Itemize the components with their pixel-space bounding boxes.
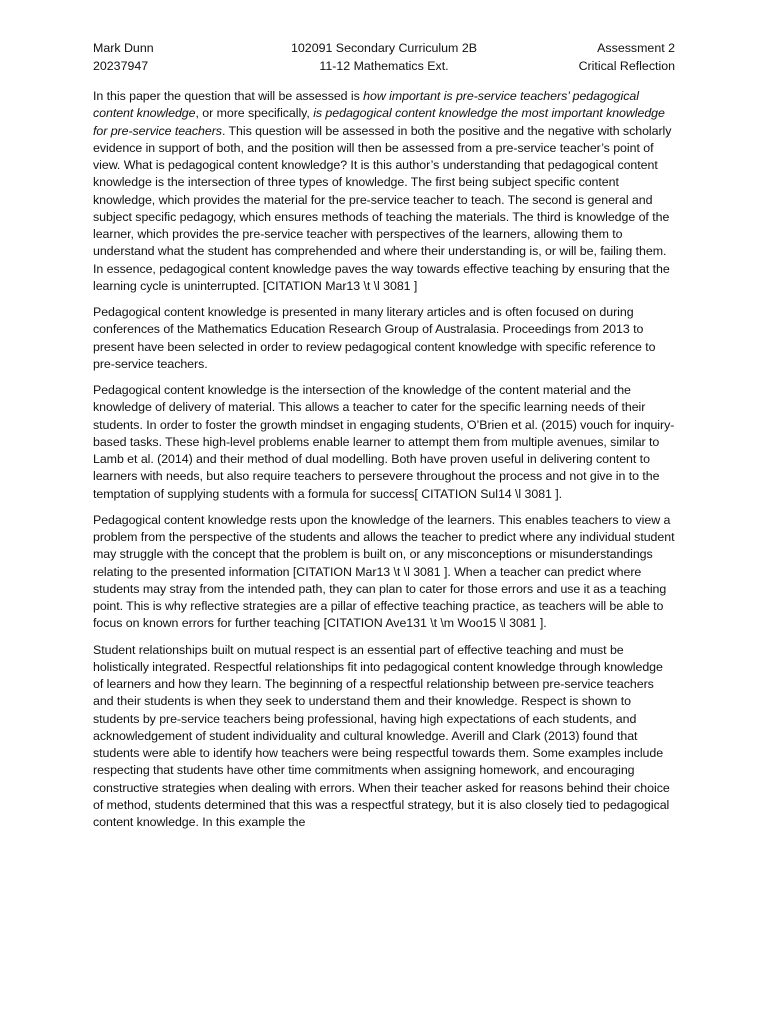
body-paragraph — [93, 304, 675, 373]
body-paragraph — [93, 382, 675, 503]
paragraph-text: Pedagogical content knowledge is presented in many literary articles and is often focused on during conferences of the Mathematics Education Research Group of Australasia. Proceedings from 2013 to present have been selected in order to review pedagogical content knowledge with specific reference to pre-service teachers. — [93, 305, 656, 371]
student-id: 20237947 — [93, 58, 149, 73]
document-page — [93, 40, 675, 840]
header-center — [287, 40, 481, 75]
paragraph-text: . This question will be assessed in both the positive and the negative with scholarly evidence in support of both, and the position will then be assessed from a pre-service teacher’s point of view. What is pedagogical content knowledge? It is this author’s understanding that pedagogical content knowledge is the intersection of three types of knowledge. The first being subject specific content knowledge, which provides the material for the pre-service teacher to teach. The second is general and subject specific pedagogy, which ensures methods of teaching the materials. The third is knowledge of the learner, which provides the pre-service teacher with perspectives of the learners, allowing them to understand what the student has comprehended and where their understanding is, or will be, failing them. In essence, pedagogical content knowledge paves the way towards effective teaching by ensuring that the learning cycle is uninterrupted. [CITATION Mar13 \t \l 3081 ] — [93, 123, 672, 293]
header-left — [93, 40, 287, 75]
paragraph-text: Student relationships built on mutual respect is an essential part of effective teaching and must be holistically integrated. Respectful relationships fit into pedagogical content knowledge through knowledge of learners and how they learn. The beginning of a respectful relationship between pre-service teachers and their students is when they seek to understand them and their knowledge. Respect is shown to students by pre-service teachers being professional, having high expectations of each students, and acknowledgement of student individuality and cultural knowledge. Averill and Clark (2013) found that students were able to identify how teachers were being respectful towards them. Some examples include respecting that students have other time commitments when assigning homework, and encouraging constructive strategies when dealing with errors. When their teacher asked for reasons behind their choice of method, students determined that this was a respectful strategy, but it is also closely tied to pedagogical content knowledge. In this example the — [93, 642, 670, 829]
unit-subtitle: 11-12 Mathematics Ext. — [319, 58, 449, 73]
italic-text: is pedagogical content knowledge the most important knowledge for pre-service teachers — [93, 106, 665, 138]
header-right — [481, 40, 675, 75]
paragraph-text: In this paper the question that will be assessed is — [93, 89, 364, 103]
paragraph-text: Pedagogical content knowledge is the intersection of the knowledge of the content material and the knowledge of delivery of material. This allows a teacher to cater for the specific learning needs of their students. In order to foster the growth mindset in engaging students, O’Brien et al. (2015) vouch for inquiry-based tasks. These high-level problems enable learner to attempt them from multiple avenues, similar to Lamb et al. (2014) and their method of dual modelling. Both have proven useful in delivering content to learners with needs, but also require teachers to persevere throughout the process and not give in to the temptation of supplying students with a formula for success[ CITATION Sul14 \l 3081 ]. — [93, 383, 675, 501]
body-paragraph — [93, 512, 675, 633]
body-text — [93, 88, 675, 831]
assessment-type: Critical Reflection — [578, 58, 675, 73]
document-header — [93, 40, 675, 75]
paragraph-text: Pedagogical content knowledge rests upon the knowledge of the learners. This enables teachers to view a problem from the perspective of the students and allows the teacher to predict where any individual student may struggle with the concept that the problem is built on, or any misconceptions or misunderstandings relating to the presented information [CITATION Mar13 \t \l 3081 ]. When a teacher can predict where students may stray from the intended path, they can plan to cater for those errors and use it as a teaching point. This is why reflective strategies are a pillar of effective teaching practice, as teachers will be able to focus on known errors for further teaching [CITATION Ave131 \t \m Woo15 \l 3081 ]. — [93, 512, 675, 631]
italic-text: how important is pre-service teachers’ pedagogical content knowledge — [93, 89, 639, 121]
body-paragraph — [93, 642, 675, 832]
paragraph-text: , or more specifically, — [195, 106, 314, 121]
body-paragraph — [93, 88, 675, 295]
unit-title: 102091 Secondary Curriculum 2B — [291, 41, 477, 55]
assessment-label: Assessment 2 — [597, 41, 675, 55]
author-name: Mark Dunn — [93, 41, 154, 55]
